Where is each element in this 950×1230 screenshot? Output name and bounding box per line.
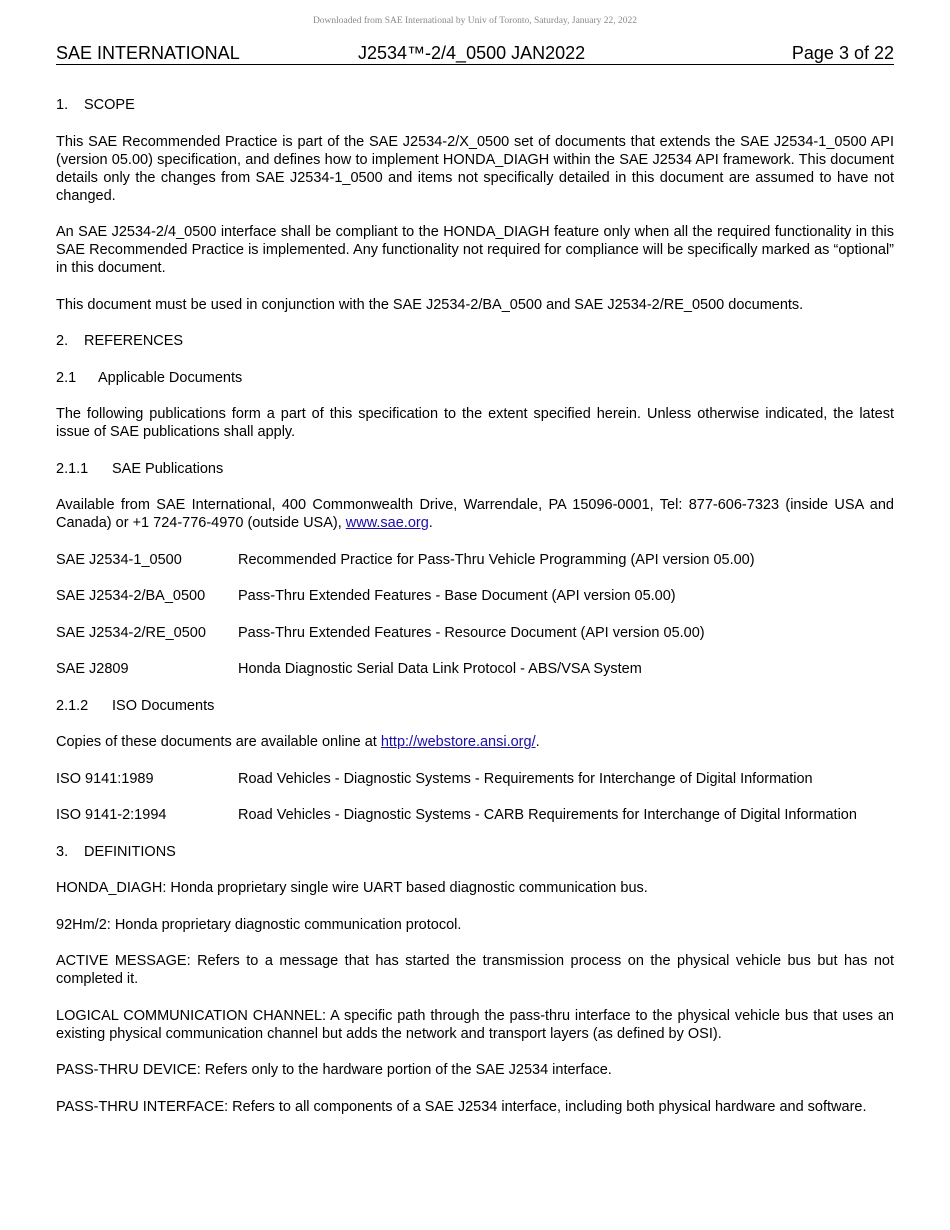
section-2-1-heading: 2.1 Applicable Documents <box>56 369 243 386</box>
document-body <box>56 96 894 1134</box>
scope-paragraph-2: An SAE J2534-2/4_0500 interface shall be compliant to the HONDA_DIAGH feature only when all the required functionality in this SAE Recommended Practice is implemented. Any functionality not required for compliance will be specifically marked as “optional” in this document. <box>56 224 894 276</box>
definition-item: HONDA_DIAGH: Honda proprietary single wire UART based diagnostic communication bus. <box>56 880 648 896</box>
reference-row <box>56 551 894 569</box>
reference-description: Pass-Thru Extended Features - Base Document (API version 05.00) <box>238 588 676 604</box>
section-1-heading: 1. SCOPE <box>56 97 135 113</box>
download-notice: Downloaded from SAE International by Univ of Toronto, Saturday, January 22, 2022 <box>312 16 638 26</box>
reference-description: Road Vehicles - Diagnostic Systems - Requirements for Interchange of Digital Information <box>238 770 813 787</box>
scope-paragraph-1: This SAE Recommended Practice is part of the SAE J2534-2/X_0500 set of documents that extends the SAE J2534-1_0500 API (version 05.00) specification, and defines how to implement HONDA_DIAGH within the SAE J2534 API framework. This document details only the changes from SAE J2534-1_0500 and items not specifically detailed in this document are assumed to have not changed. <box>56 133 894 204</box>
scope-paragraph-3: This document must be used in conjunction with the SAE J2534-2/BA_0500 and SAE J2534-2/RE_0500 documents. <box>56 296 804 313</box>
sae-publications-text: Available from SAE International, 400 Commonwealth Drive, Warrendale, PA 15096-0001, Tel: 877-606-7323 (inside USA and Canada) or +1 724-776-4970 (outside USA), www.sae.org. <box>56 497 894 531</box>
reference-row <box>56 624 894 642</box>
reference-row <box>56 770 894 788</box>
header-doc-id: J2534™-2/4_0500 JAN2022 <box>358 43 586 63</box>
iso-reference-list <box>56 770 894 825</box>
section-2-heading: 2. REFERENCES <box>56 333 184 349</box>
header-org: SAE INTERNATIONAL <box>56 43 240 63</box>
sae-reference-list <box>56 551 894 679</box>
reference-code: SAE J2534-2/BA_0500 <box>56 588 206 604</box>
definition-item: 92Hm/2: Honda proprietary diagnostic communication protocol. <box>56 916 462 933</box>
reference-row <box>56 587 894 605</box>
section-2-1-2-heading: 2.1.2 ISO Documents <box>56 697 215 714</box>
definition-item: PASS-THRU INTERFACE: Refers to all components of a SAE J2534 interface, including both physical hardware and software. <box>56 1098 867 1115</box>
reference-code: SAE J2534-1_0500 <box>56 551 182 568</box>
section-3-heading: 3. DEFINITIONS <box>56 843 176 860</box>
definition-item: PASS-THRU DEVICE: Refers only to the hardware portion of the SAE J2534 interface. <box>56 1062 612 1078</box>
ansi-webstore-link[interactable]: http://webstore.ansi.org/ <box>380 734 536 750</box>
reference-description: Pass-Thru Extended Features - Resource Document (API version 05.00) <box>238 624 705 641</box>
reference-code: SAE J2809 <box>56 661 129 677</box>
reference-description: Recommended Practice for Pass-Thru Vehicle Programming (API version 05.00) <box>238 551 755 568</box>
definitions-list <box>56 879 894 1116</box>
reference-code: SAE J2534-2/RE_0500 <box>56 624 206 641</box>
section-2-1-1-heading: 2.1.1 SAE Publications <box>56 460 224 477</box>
reference-code: ISO 9141:1989 <box>56 770 154 787</box>
sae-website-link[interactable]: www.sae.org <box>345 515 429 531</box>
reference-description: Road Vehicles - Diagnostic Systems - CARB Requirements for Interchange of Digital Information <box>238 807 857 823</box>
reference-description: Honda Diagnostic Serial Data Link Protocol - ABS/VSA System <box>238 661 642 677</box>
page-header <box>56 43 894 65</box>
definition-item: ACTIVE MESSAGE: Refers to a message that has started the transmission process on the physical vehicle bus but has not completed it. <box>56 953 894 987</box>
reference-code: ISO 9141-2:1994 <box>56 807 167 823</box>
iso-documents-text: Copies of these documents are available online at http://webstore.ansi.org/. <box>56 734 540 750</box>
applicable-documents-text: The following publications form a part of this specification to the extent specified herein. Unless otherwise indicated, the latest issue of SAE publications shall apply. <box>56 406 894 440</box>
header-page-number: Page 3 of 22 <box>791 43 894 63</box>
reference-row <box>56 806 894 824</box>
reference-row <box>56 660 894 678</box>
definition-item: LOGICAL COMMUNICATION CHANNEL: A specific path through the pass-thru interface to the physical vehicle bus that uses an existing physical communication channel but adds the network and transport layers (as defined by OSI). <box>56 1007 894 1042</box>
